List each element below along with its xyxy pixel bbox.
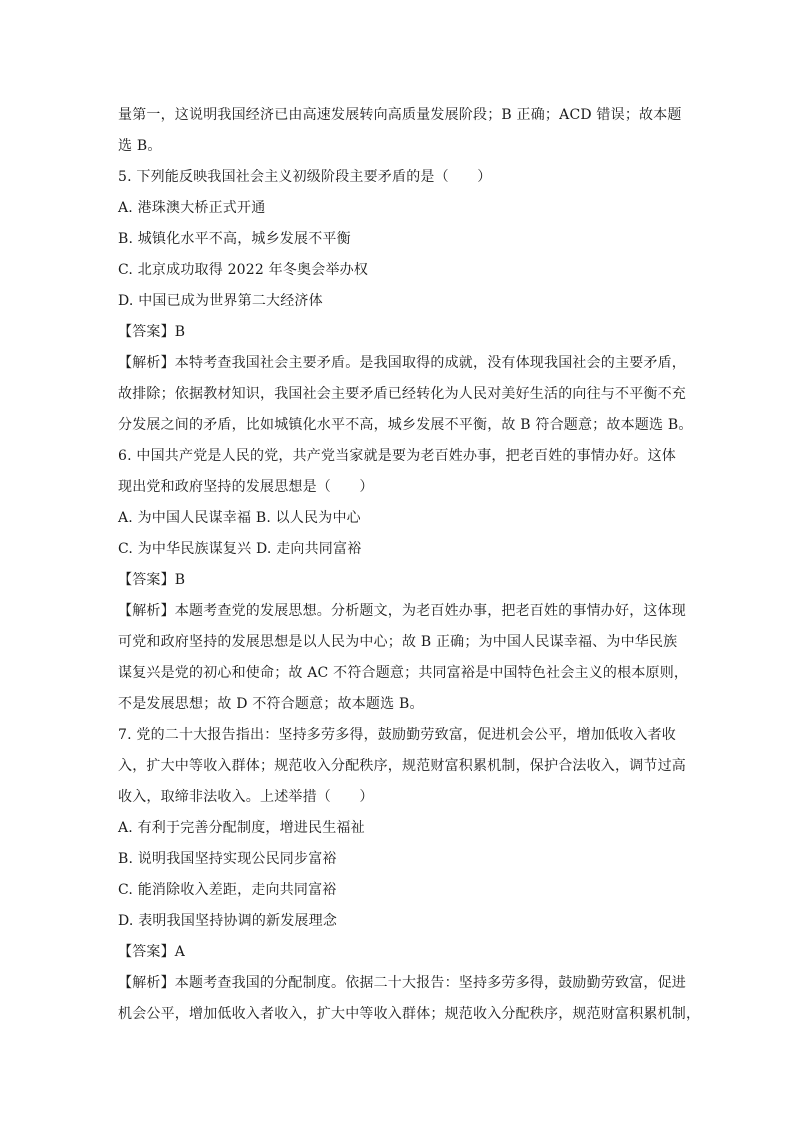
question-6-analysis: 谋复兴是党的初心和使命；故 AC 不符合题意；共同富裕是中国特色社会主义的根本原则，: [118, 665, 689, 681]
question-5-analysis: 分发展之间的矛盾，比如城镇化水平不高，城乡发展不平衡，故 B 符合题意；故本题选 B。: [118, 417, 693, 433]
document-page: [118, 100, 701, 1030]
question-6-options-ab: A. 为中国人民谋幸福 B. 以人民为中心: [118, 510, 361, 526]
question-7-stem: 入，扩大中等收入群体；规范收入分配秩序，规范财富积累机制，保护合法收入，调节过高: [118, 758, 686, 774]
question-5-option-d: D. 中国已成为世界第二大经济体: [118, 293, 323, 309]
question-6-answer: 【答案】B: [118, 572, 186, 588]
question-6-analysis: 【解析】本题考查党的发展思想。分析题文，为老百姓办事，把老百姓的事情办好，这体现: [118, 603, 686, 619]
question-5-answer: 【答案】B: [118, 324, 186, 340]
question-6-analysis: 不是发展思想；故 D 不符合题意；故本题选 B。: [118, 696, 424, 712]
question-7-option-d: D. 表明我国坚持协调的新发展理念: [118, 913, 338, 929]
question-6-analysis: 可党和政府坚持的发展思想是以人民为中心；故 B 正确；为中国人民谋幸福、为中华民族: [118, 634, 678, 650]
question-7-stem: 7. 党的二十大报告指出：坚持多劳多得，鼓励勤劳致富，促进机会公平，增加低收入者收: [118, 727, 677, 743]
question-7-answer: 【答案】A: [118, 944, 186, 960]
question-5-analysis: 【解析】本特考查我国社会主要矛盾。是我国取得的成就，没有体现我国社会的主要矛盾，: [118, 355, 686, 371]
question-5-option-b: B. 城镇化水平不高，城乡发展不平衡: [118, 231, 351, 247]
question-7-option-c: C. 能消除收入差距，走向共同富裕: [118, 882, 337, 898]
question-7-stem: 收入，取缔非法收入。上述举措（ ）: [118, 789, 374, 805]
question-6-options-cd: C. 为中华民族谋复兴 D. 走向共同富裕: [118, 541, 362, 557]
text-line: 选 B。: [118, 138, 162, 154]
question-5-option-a: A. 港珠澳大桥正式开通: [118, 200, 266, 216]
question-5-stem: 5. 下列能反映我国社会主义初级阶段主要矛盾的是（ ）: [118, 169, 492, 185]
question-6-stem: 现出党和政府坚持的发展思想是（ ）: [118, 479, 374, 495]
question-5-analysis: 故排除；依据教材知识，我国社会主要矛盾已经转化为人民对美好生活的向往与不平衡不充: [118, 386, 686, 402]
question-5-option-c: C. 北京成功取得 2022 年冬奥会举办权: [118, 262, 369, 278]
question-7-analysis: 【解析】本题考查我国的分配制度。依据二十大报告：坚持多劳多得，鼓励勤劳致富，促进: [118, 975, 686, 991]
text-line: 量第一，这说明我国经济已由高速发展转向高质量发展阶段；B 正确；ACD 错误；故本题: [118, 107, 682, 123]
question-7-option-a: A. 有利于完善分配制度，增进民生福祉: [118, 820, 365, 836]
question-7-analysis: 机会公平，增加低收入者收入，扩大中等收入群体；规范收入分配秩序，规范财富积累机制，: [118, 1006, 701, 1022]
question-6-stem: 6. 中国共产党是人民的党，共产党当家就是要为老百姓办事，把老百姓的事情办好。这体: [118, 448, 677, 464]
question-7-option-b: B. 说明我国坚持实现公民同步富裕: [118, 851, 337, 867]
